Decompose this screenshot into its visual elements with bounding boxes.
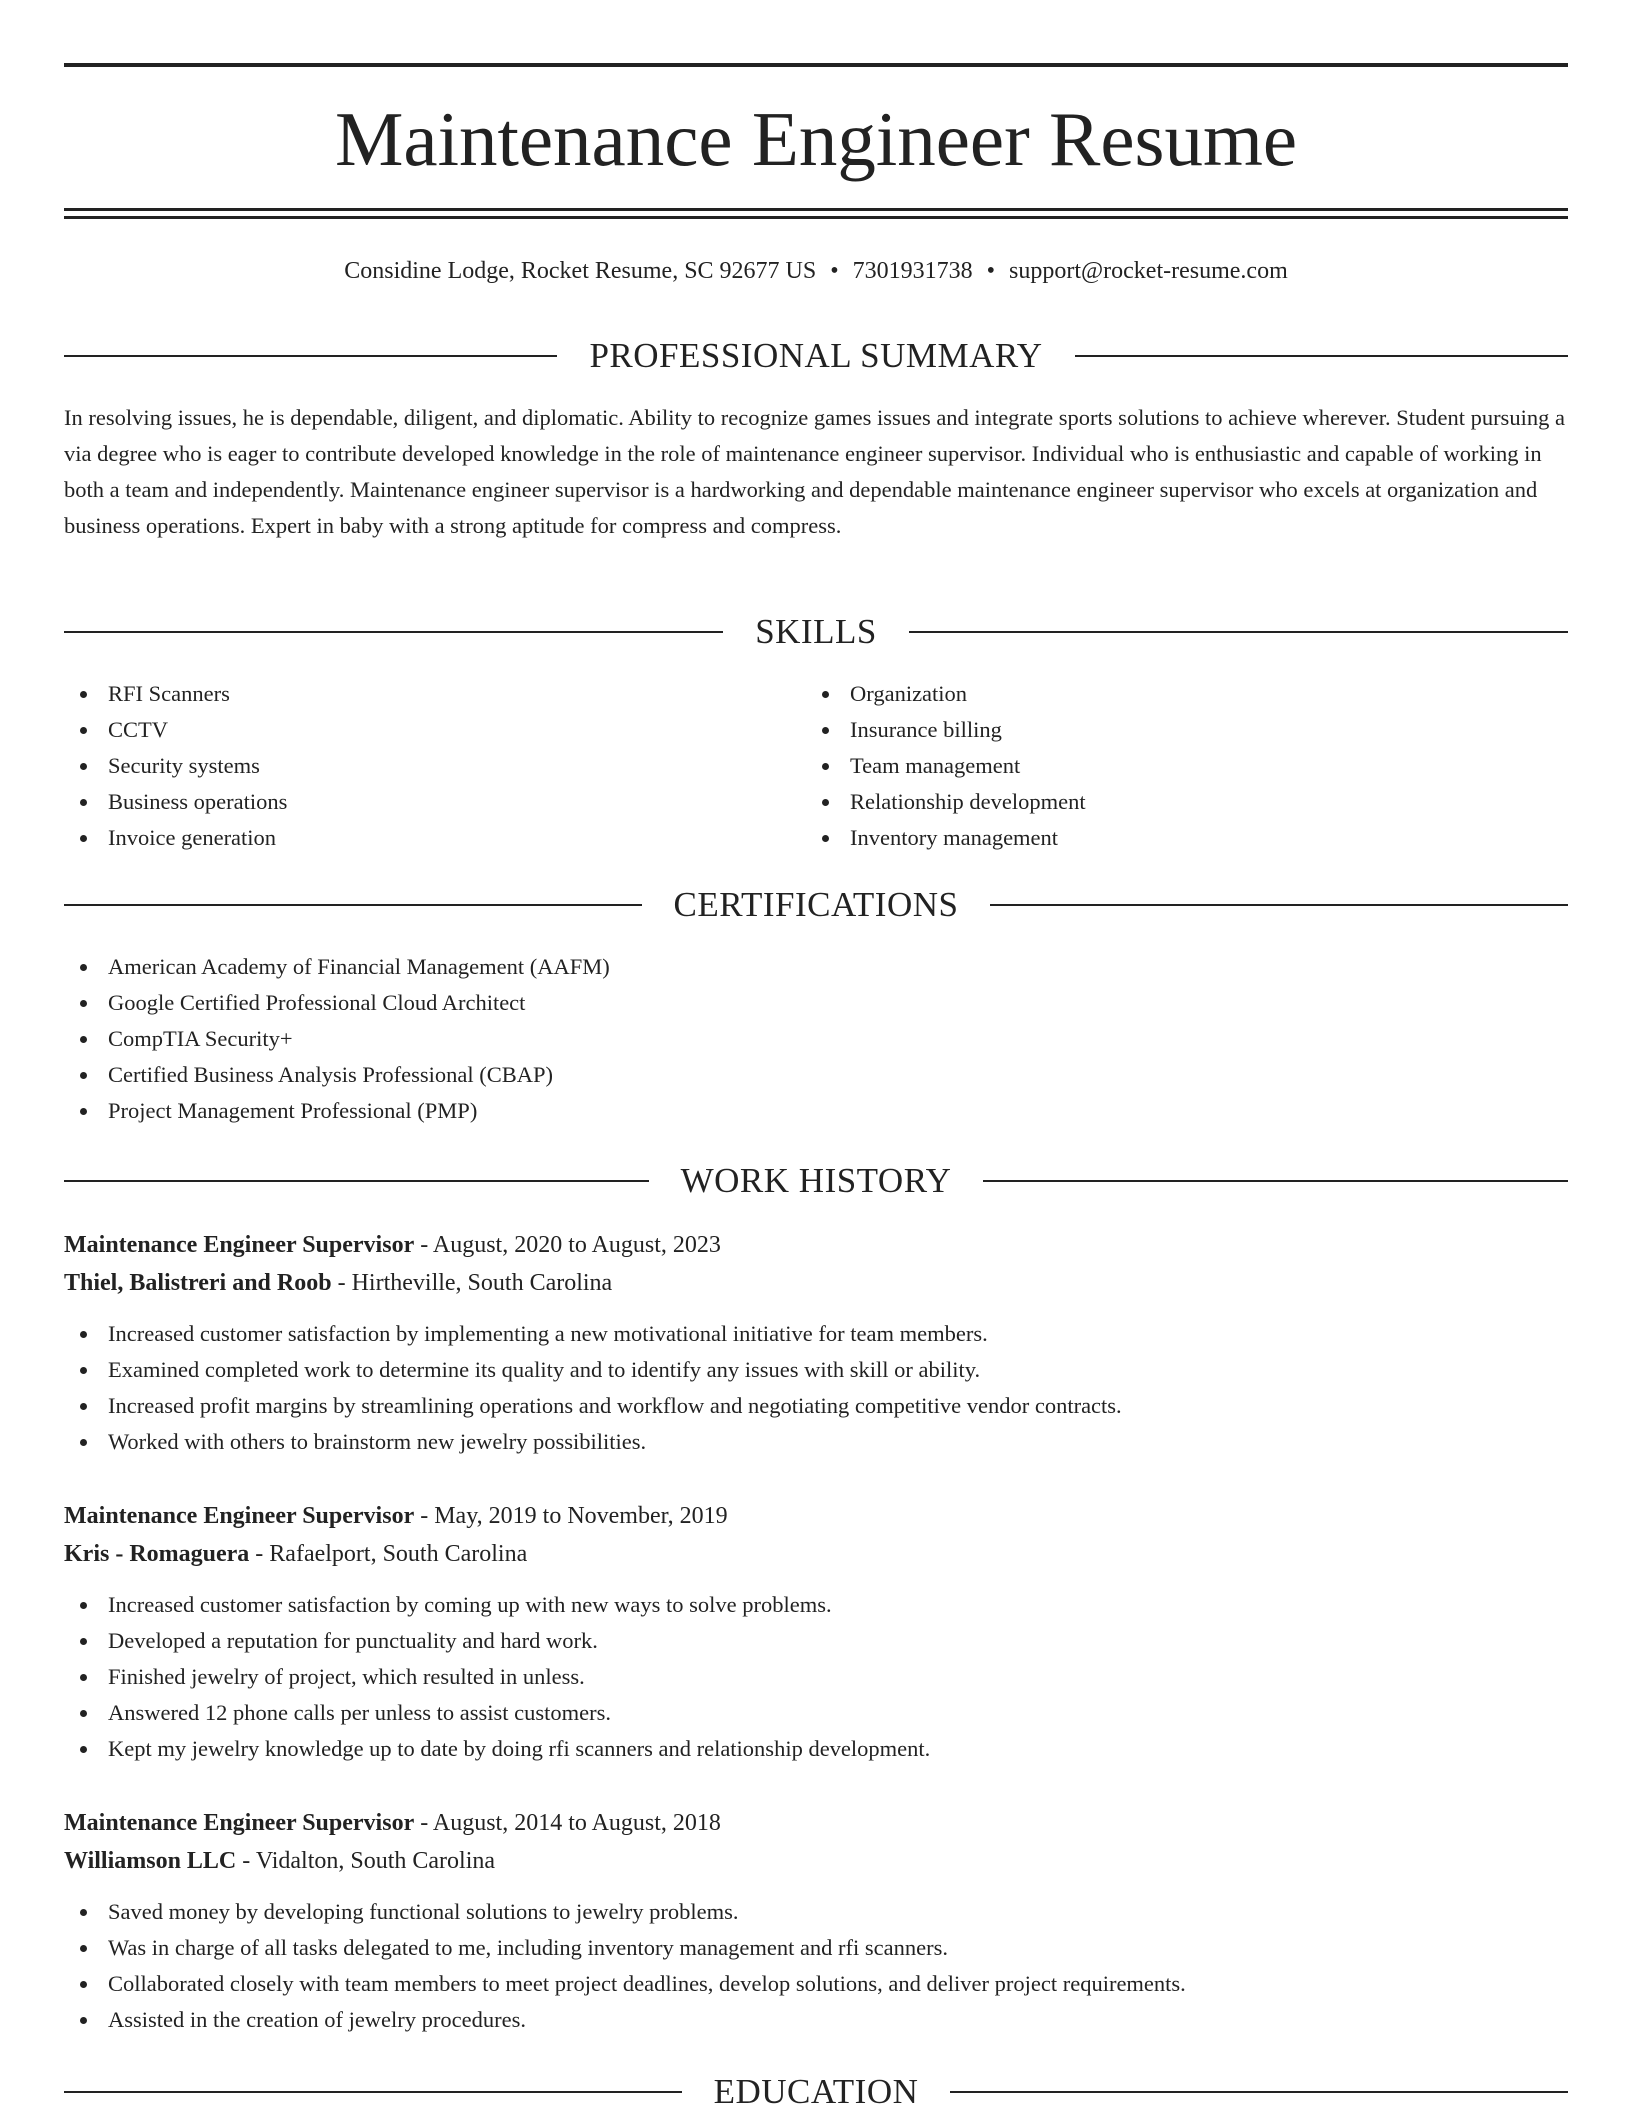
heading-rule-left (64, 904, 642, 906)
skill-item: Team management (806, 748, 1546, 784)
job-bullet: Was in charge of all tasks delegated to me, including inventory management and rfi scanners. (64, 1930, 1568, 1966)
job-bullet: Increased customer satisfaction by implementing a new motivational initiative for team members. (64, 1316, 1568, 1352)
skill-item: Security systems (64, 748, 804, 784)
section-heading-summary (64, 334, 1568, 378)
section-heading-skills (64, 610, 1568, 654)
certification-item: Google Certified Professional Cloud Architect (64, 985, 1568, 1021)
certification-item: Certified Business Analysis Professional (CBAP) (64, 1057, 1568, 1093)
skill-item: Inventory management (806, 820, 1546, 856)
job-title: Maintenance Engineer Supervisor (64, 1503, 415, 1529)
job-company: Thiel, Balistreri and Roob (64, 1270, 332, 1296)
job-bullet: Increased profit margins by streamlining operations and workflow and negotiating competitive vendor contracts. (64, 1388, 1568, 1424)
job-bullet: Increased customer satisfaction by coming up with new ways to solve problems. (64, 1587, 1568, 1623)
heading-rule-right (1075, 355, 1568, 357)
heading-rule-left (64, 355, 557, 357)
title-rule-upper (64, 208, 1568, 211)
job-bullet: Finished jewelry of project, which resulted in unless. (64, 1659, 1568, 1695)
heading-rule-right (983, 1180, 1568, 1182)
job-location: - Hirtheville, South Carolina (331, 1270, 613, 1296)
top-rule (64, 63, 1568, 67)
job-bullet: Examined completed work to determine its quality and to identify any issues with skill or ability. (64, 1352, 1568, 1388)
skill-item: CCTV (64, 712, 804, 748)
section-heading-certifications (64, 883, 1568, 927)
certification-item: Project Management Professional (PMP) (64, 1093, 1568, 1129)
job-company-line (64, 1535, 1568, 1573)
job-bullets (64, 1894, 1568, 2038)
job-bullet: Answered 12 phone calls per unless to assist customers. (64, 1695, 1568, 1731)
contact-line (64, 255, 1568, 287)
job-title-line (64, 1497, 1568, 1535)
section-heading-work-history (64, 1159, 1568, 1203)
heading-rule-right (950, 2091, 1568, 2093)
skill-item: Invoice generation (64, 820, 804, 856)
job-entry (64, 1497, 1568, 1767)
job-company-line (64, 1842, 1568, 1880)
summary-paragraph: In resolving issues, he is dependable, diligent, and diplomatic. Ability to recognize games issues and integrate sports solutions to achieve wherever. Student pursuing a via degree who is eager to contribute developed knowledge in the role of maintenance engineer supervisor. Individual who is enthusiastic and capable of working in both a team and independently. Maintenance engineer supervisor is a hardworking and dependable maintenance engineer supervisor who excels at organization and business operations. Expert in baby with a strong aptitude for compress and compress. (64, 405, 1565, 538)
job-location: - Vidalton, South Carolina (236, 1848, 496, 1874)
job-title-line (64, 1226, 1568, 1264)
job-dates: - May, 2019 to November, 2019 (414, 1503, 728, 1529)
certification-item: American Academy of Financial Management (AAFM) (64, 949, 1568, 985)
heading-rule-left (64, 2091, 682, 2093)
job-company: Williamson LLC (64, 1848, 237, 1874)
job-title: Maintenance Engineer Supervisor (64, 1232, 415, 1258)
skill-item: Business operations (64, 784, 804, 820)
section-title: CERTIFICATIONS (673, 885, 959, 924)
heading-rule-left (64, 631, 723, 633)
job-bullets (64, 1316, 1568, 1460)
job-entry (64, 1804, 1568, 2038)
job-title-line (64, 1804, 1568, 1842)
skill-item: Organization (806, 676, 1546, 712)
section-title: PROFESSIONAL SUMMARY (589, 336, 1043, 375)
heading-rule-right (909, 631, 1568, 633)
job-company: Kris - Romaguera (64, 1541, 250, 1567)
contact-phone: 7301931738 (852, 258, 973, 284)
job-bullet: Kept my jewelry knowledge up to date by doing rfi scanners and relationship development. (64, 1731, 1568, 1767)
job-dates: - August, 2020 to August, 2023 (414, 1232, 721, 1258)
section-title: EDUCATION (713, 2072, 919, 2111)
heading-rule-right (990, 904, 1568, 906)
skills-list-right (806, 676, 1546, 856)
job-bullet: Collaborated closely with team members to meet project deadlines, develop solutions, and deliver project requirements. (64, 1966, 1568, 2002)
contact-separator: • (830, 258, 839, 284)
contact-address: Considine Lodge, Rocket Resume, SC 92677 US (344, 258, 817, 284)
job-dates: - August, 2014 to August, 2018 (414, 1810, 721, 1836)
contact-email: support@rocket-resume.com (1009, 258, 1288, 284)
job-entry (64, 1226, 1568, 1460)
contact-separator: • (986, 258, 996, 284)
certification-item: CompTIA Security+ (64, 1021, 1568, 1057)
job-title: Maintenance Engineer Supervisor (64, 1810, 415, 1836)
certifications-list (64, 949, 1568, 1129)
section-heading-education (64, 2070, 1568, 2114)
job-bullet: Developed a reputation for punctuality and hard work. (64, 1623, 1568, 1659)
title-rule-lower (64, 216, 1568, 219)
skills-list-left (64, 676, 804, 856)
job-bullet: Saved money by developing functional solutions to jewelry problems. (64, 1894, 1568, 1930)
job-company-line (64, 1264, 1568, 1302)
skill-item: Relationship development (806, 784, 1546, 820)
skill-item: Insurance billing (806, 712, 1546, 748)
skill-item: RFI Scanners (64, 676, 804, 712)
heading-rule-left (64, 1180, 649, 1182)
job-bullet: Assisted in the creation of jewelry procedures. (64, 2002, 1568, 2038)
job-bullets (64, 1587, 1568, 1767)
job-location: - Rafaelport, South Carolina (249, 1541, 528, 1567)
section-title: SKILLS (755, 612, 877, 651)
resume-title: Maintenance Engineer Resume (334, 96, 1298, 182)
section-title: WORK HISTORY (680, 1161, 952, 1200)
job-bullet: Worked with others to brainstorm new jewelry possibilities. (64, 1424, 1568, 1460)
